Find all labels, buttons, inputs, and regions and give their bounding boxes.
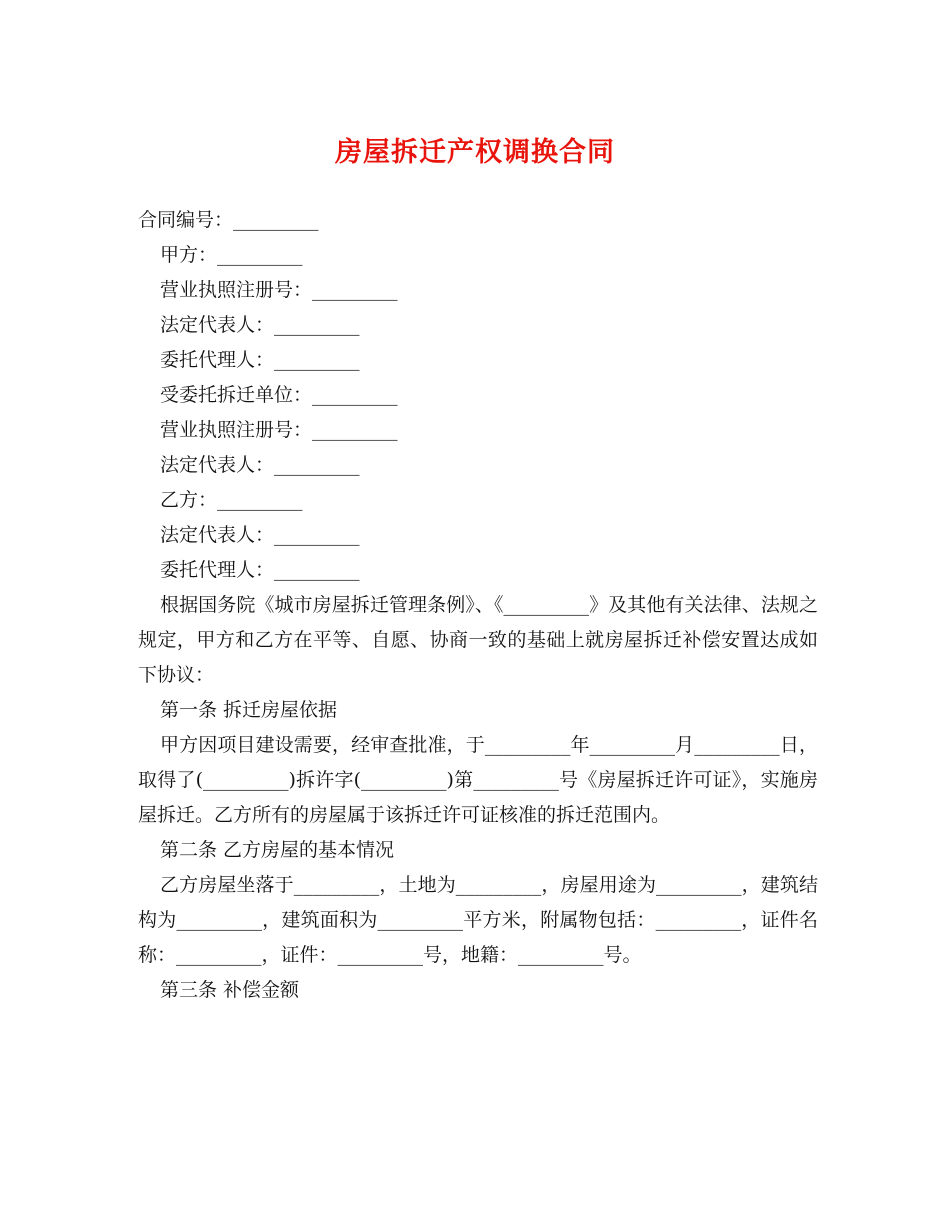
- entrusted-unit-license-field: 营业执照注册号：_________: [160, 419, 398, 441]
- party-b-legal-rep-field: 法定代表人：_________: [160, 524, 360, 546]
- party-a-field: 甲方：_________: [160, 244, 303, 266]
- document-title: 房屋拆迁产权调换合同: [335, 137, 615, 168]
- entrusted-unit-legal-rep-field: 法定代表人：_________: [160, 454, 360, 476]
- article-1-text: 甲方因项目建设需要，经审查批准，于_________年_________月_________日，取得了(_________)拆许字(_________)第_________号《房屋拆迁许可证》，实施房屋拆迁。乙方所有的房屋属于该拆迁许可证核准的拆迁范围内。: [138, 734, 818, 826]
- party-a-agent-field: 委托代理人：_________: [160, 349, 360, 371]
- entrusted-unit-field: 受委托拆迁单位：_________: [160, 384, 398, 406]
- party-a-legal-rep-field: 法定代表人：_________: [160, 314, 360, 336]
- intro-paragraph: 根据国务院《城市房屋拆迁管理条例》、《_________》及其他有关法律、法规之规定，甲方和乙方在平等、自愿、协商一致的基础上就房屋拆迁补偿安置达成如下协议：: [138, 594, 818, 686]
- party-a-license-field: 营业执照注册号：_________: [160, 279, 398, 301]
- contract-number-field: 合同编号：_________: [138, 209, 319, 231]
- party-b-field: 乙方：_________: [160, 489, 303, 511]
- article-2-text: 乙方房屋坐落于_________，土地为_________，房屋用途为_________，建筑结构为_________，建筑面积为_________平方米，附属物包括：_________，证件名称：_________，证件：_________号，地籍：_________号。: [138, 874, 818, 966]
- article-3-heading: 第三条 补偿金额: [160, 979, 300, 1001]
- article-2-heading: 第二条 乙方房屋的基本情况: [160, 839, 395, 861]
- party-b-agent-field: 委托代理人：_________: [160, 559, 360, 581]
- document-body: [138, 203, 818, 1008]
- article-1-heading: 第一条 拆迁房屋依据: [160, 699, 338, 721]
